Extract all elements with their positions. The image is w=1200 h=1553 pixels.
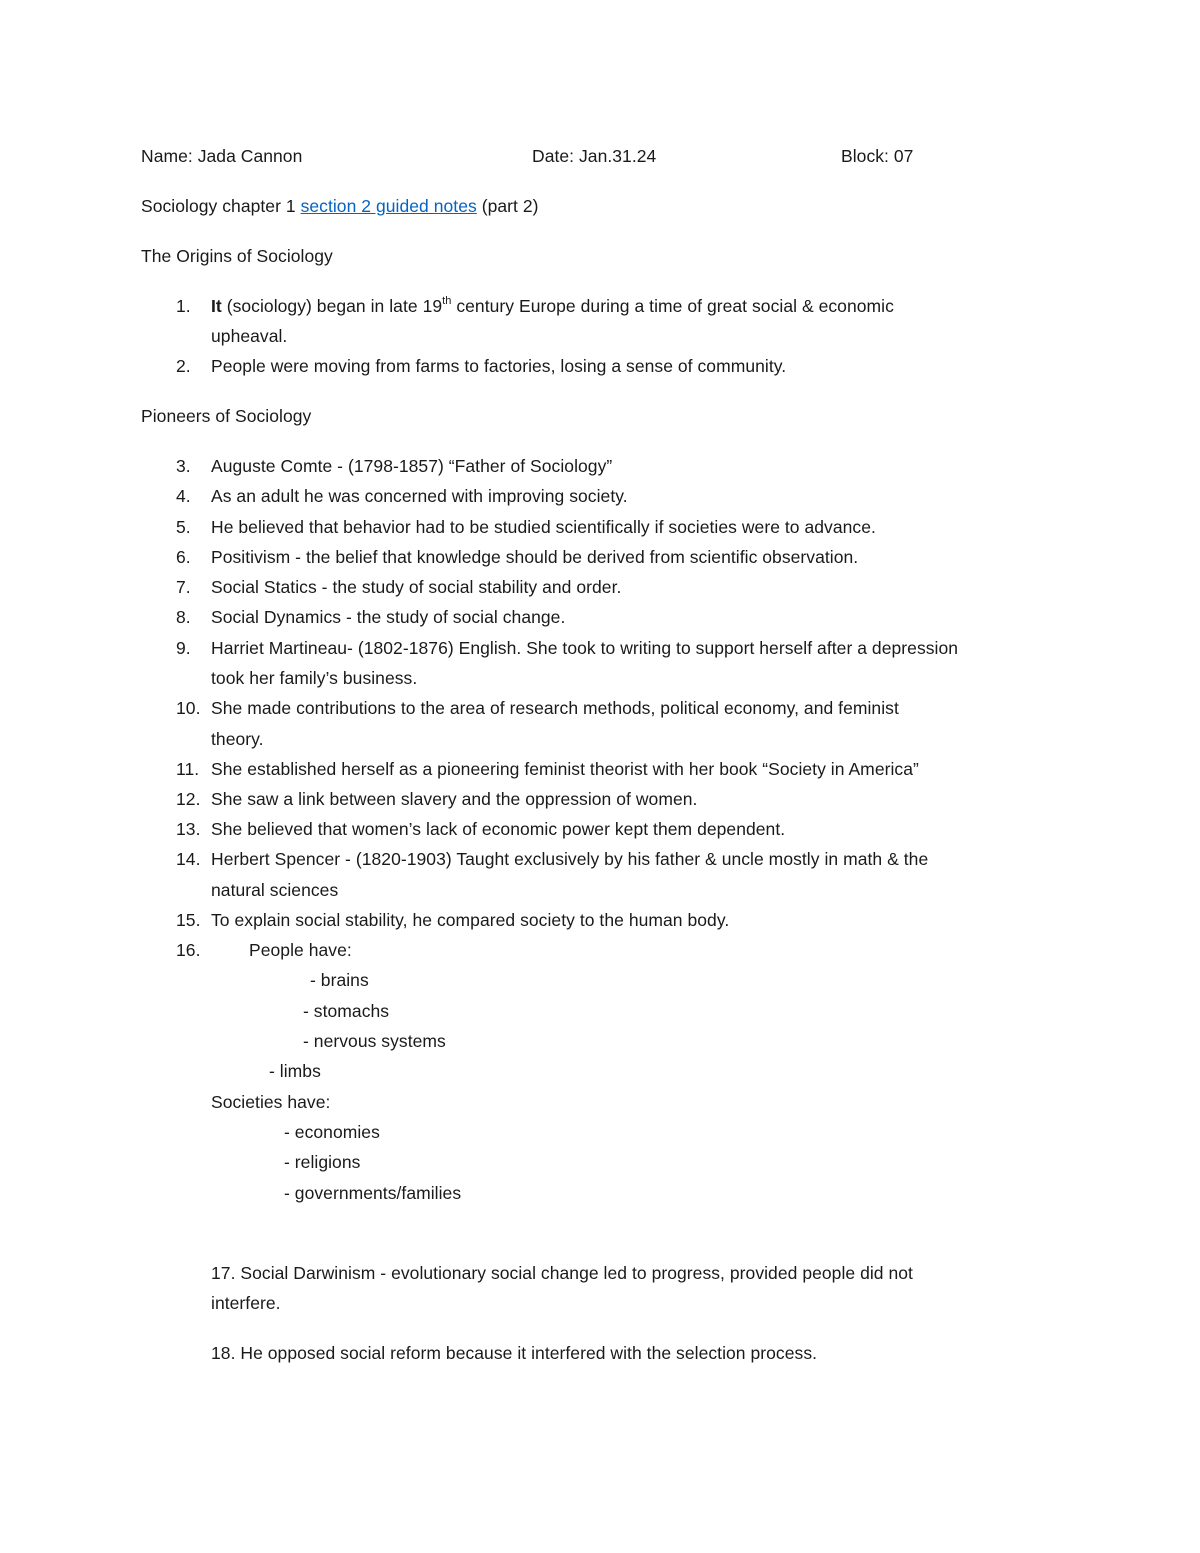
people-have-item: - limbs	[269, 1061, 321, 1081]
list-item: She believed that women’s lack of economic power kept them dependent.	[211, 819, 786, 839]
item-number: 14.	[176, 849, 201, 869]
list-item: She established herself as a pioneering feminist theorist with her book “Society in America”	[211, 759, 919, 779]
list-item: She made contributions to the area of research methods, political economy, and feminist	[211, 698, 899, 718]
list-item: She saw a link between slavery and the oppression of women.	[211, 789, 698, 809]
item-1-post: century Europe during a time of great social & economic	[451, 296, 894, 316]
item-number: 2.	[176, 356, 191, 376]
list-item-continuation: took her family’s business.	[211, 668, 418, 688]
item-number: 7.	[176, 577, 191, 597]
block-field: Block: 07	[841, 146, 914, 166]
list-item: He believed that behavior had to be studied scientifically if societies were to advance.	[211, 517, 876, 537]
item-1-text	[211, 295, 894, 317]
list-item: Auguste Comte - (1798-1857) “Father of Sociology”	[211, 456, 613, 476]
item-number: 1.	[176, 296, 191, 316]
item-1-continuation: upheaval.	[211, 326, 288, 346]
societies-have-item: - religions	[284, 1152, 361, 1172]
subtitle-suffix: (part 2)	[476, 196, 539, 216]
item-number: 15.	[176, 910, 201, 930]
list-item: Positivism - the belief that knowledge should be derived from scientific observation.	[211, 547, 859, 567]
student-name: Name: Jada Cannon	[141, 146, 303, 166]
list-item: To explain social stability, he compared society to the human body.	[211, 910, 730, 930]
item-number: 9.	[176, 638, 191, 658]
list-item: People have:	[249, 940, 352, 960]
list-item: Social Statics - the study of social stability and order.	[211, 577, 622, 597]
list-item-continuation: natural sciences	[211, 880, 339, 900]
list-item: Herbert Spencer - (1820-1903) Taught exclusively by his father & uncle mostly in math & the	[211, 849, 929, 869]
item-2-text: People were moving from farms to factories, losing a sense of community.	[211, 356, 787, 376]
item-number: 13.	[176, 819, 201, 839]
item-number: 5.	[176, 517, 191, 537]
pioneers-heading: Pioneers of Sociology	[141, 406, 312, 426]
item-number: 6.	[176, 547, 191, 567]
list-item: Harriet Martineau- (1802-1876) English. She took to writing to support herself after a depression	[211, 638, 959, 658]
people-have-item: - stomachs	[303, 1001, 390, 1021]
item-number: 8.	[176, 607, 191, 627]
item-17-text: 17. Social Darwinism - evolutionary social change led to progress, provided people did not	[211, 1263, 913, 1283]
item-number: 3.	[176, 456, 191, 476]
item-number: 16.	[176, 940, 201, 960]
item-number: 12.	[176, 789, 201, 809]
date-field: Date: Jan.31.24	[532, 146, 657, 166]
document-subtitle	[141, 195, 539, 217]
item-17-continuation: interfere.	[211, 1293, 281, 1313]
societies-have-item: - economies	[284, 1122, 380, 1142]
item-1-sup: th	[442, 295, 452, 308]
section-notes-link[interactable]: section 2 guided notes	[300, 196, 477, 216]
list-item: As an adult he was concerned with improving society.	[211, 486, 628, 506]
item-1-pre: (sociology) began in late 19	[221, 296, 443, 316]
list-item-continuation: theory.	[211, 729, 264, 749]
societies-have-label: Societies have:	[211, 1092, 331, 1112]
origins-heading: The Origins of Sociology	[141, 246, 333, 266]
item-18-text: 18. He opposed social reform because it interfered with the selection process.	[211, 1343, 818, 1363]
item-1-bold: It	[211, 296, 222, 316]
list-item: Social Dynamics - the study of social change.	[211, 607, 566, 627]
societies-have-item: - governments/families	[284, 1183, 462, 1203]
people-have-item: - brains	[310, 970, 369, 990]
item-number: 4.	[176, 486, 191, 506]
people-have-item: - nervous systems	[303, 1031, 446, 1051]
item-number: 11.	[176, 759, 200, 779]
subtitle-prefix: Sociology chapter 1	[141, 196, 301, 216]
item-number: 10.	[176, 698, 201, 718]
